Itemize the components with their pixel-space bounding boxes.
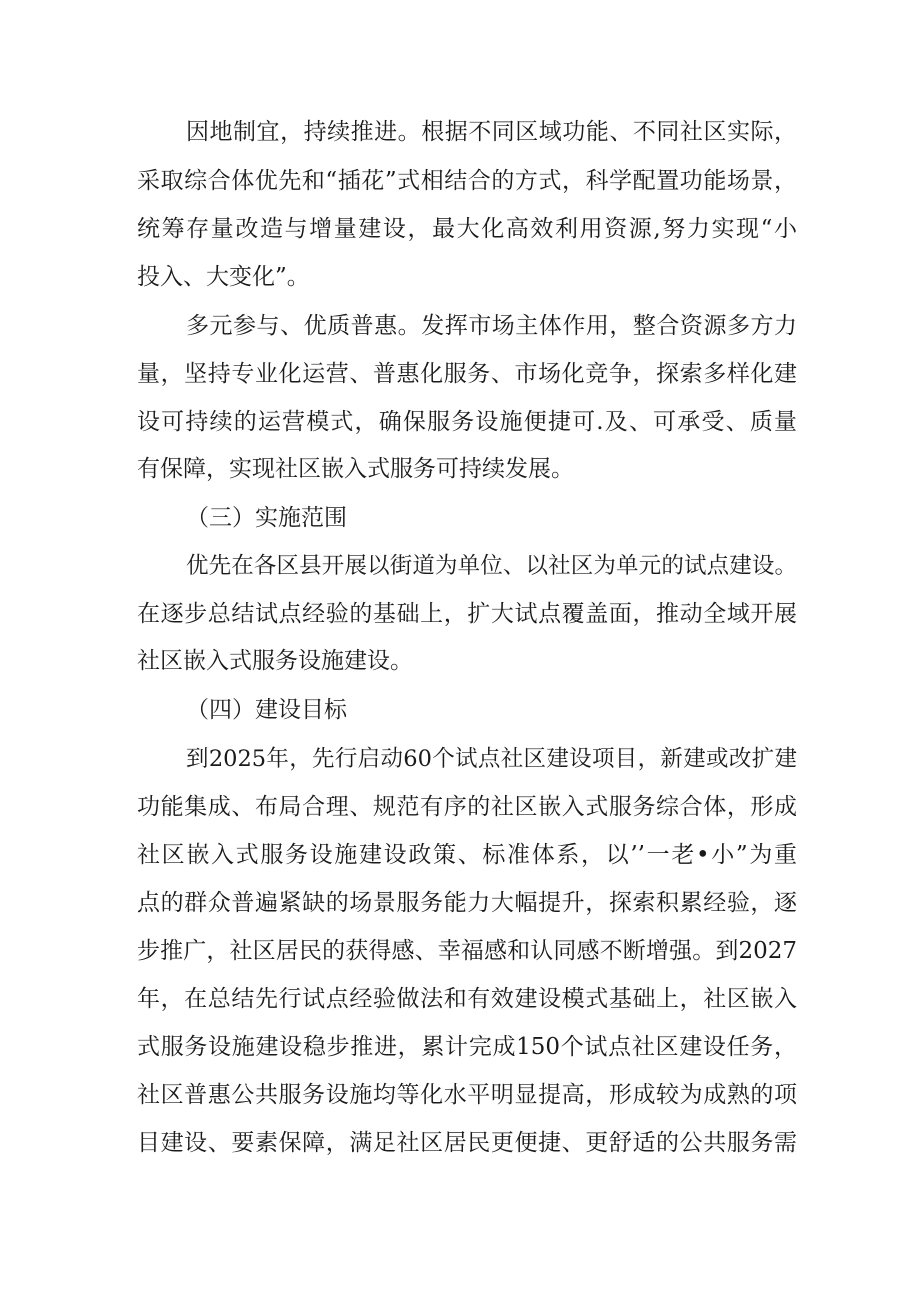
section-heading-4: （四）建设目标 [186,697,347,723]
paragraph-1-line-4: 投入、大变化”。 [137,264,310,290]
paragraph-4-line-3: 社区嵌入式服务设施建设政策、标准体系，以’’一老•小”为重 [137,842,797,868]
paragraph-2-line-1: 多元参与、优质普惠。发挥市场主体作用，整合资源多方力 [186,313,797,339]
section-heading-3: （三）实施范围 [186,505,347,531]
paragraph-4-line-2: 功能集成、布局合理、规范有序的社区嵌入式服务综合体，形成 [137,794,797,820]
paragraph-3-line-3: 社区嵌入式服务设施建设。 [137,648,413,674]
paragraph-3-line-1: 优先在各区县开展以街道为单位、以社区为单元的试点建设。 [186,553,797,579]
paragraph-2-line-3: 设可持续的运营模式，确保服务设施便捷可.及、可承受、质量 [137,409,797,435]
paragraph-4-line-7: 式服务设施建设稳步推进，累计完成150个试点社区建设任务， [137,1034,797,1060]
paragraph-1-line-3: 统筹存量改造与增量建设，最大化高效利用资源,努力实现“小 [137,216,797,242]
paragraph-4-line-8: 社区普惠公共服务设施均等化水平明显提高，形成较为成熟的项 [137,1082,797,1108]
paragraph-4-line-4: 点的群众普遍紧缺的场景服务能力大幅提升，探索积累经验，逐 [137,890,797,916]
paragraph-3-line-2: 在逐步总结试点经验的基础上，扩大试点覆盖面，推动全域开展 [137,601,797,627]
paragraph-4-line-9: 目建设、要素保障，满足社区居民更便捷、更舒适的公共服务需 [137,1130,797,1156]
paragraph-1-line-1: 因地制宜，持续推进。根据不同区域功能、不同社区实际， [186,119,797,145]
paragraph-4-line-5: 步推广，社区居民的获得感、幸福感和认同感不断增强。到2027 [137,938,797,964]
paragraph-1-line-2: 采取综合体优先和“插花”式相结合的方式，科学配置功能场景， [137,168,797,194]
paragraph-4-line-6: 年，在总结先行试点经验做法和有效建设模式基础上，社区嵌入 [137,986,797,1012]
paragraph-2-line-4: 有保障，实现社区嵌入式服务可持续发展。 [137,456,574,482]
paragraph-2-line-2: 量，坚持专业化运营、普惠化服务、市场化竞争，探索多样化建 [137,361,797,387]
paragraph-4-line-1: 到2025年，先行启动60个试点社区建设项目，新建或改扩建 [186,746,797,772]
